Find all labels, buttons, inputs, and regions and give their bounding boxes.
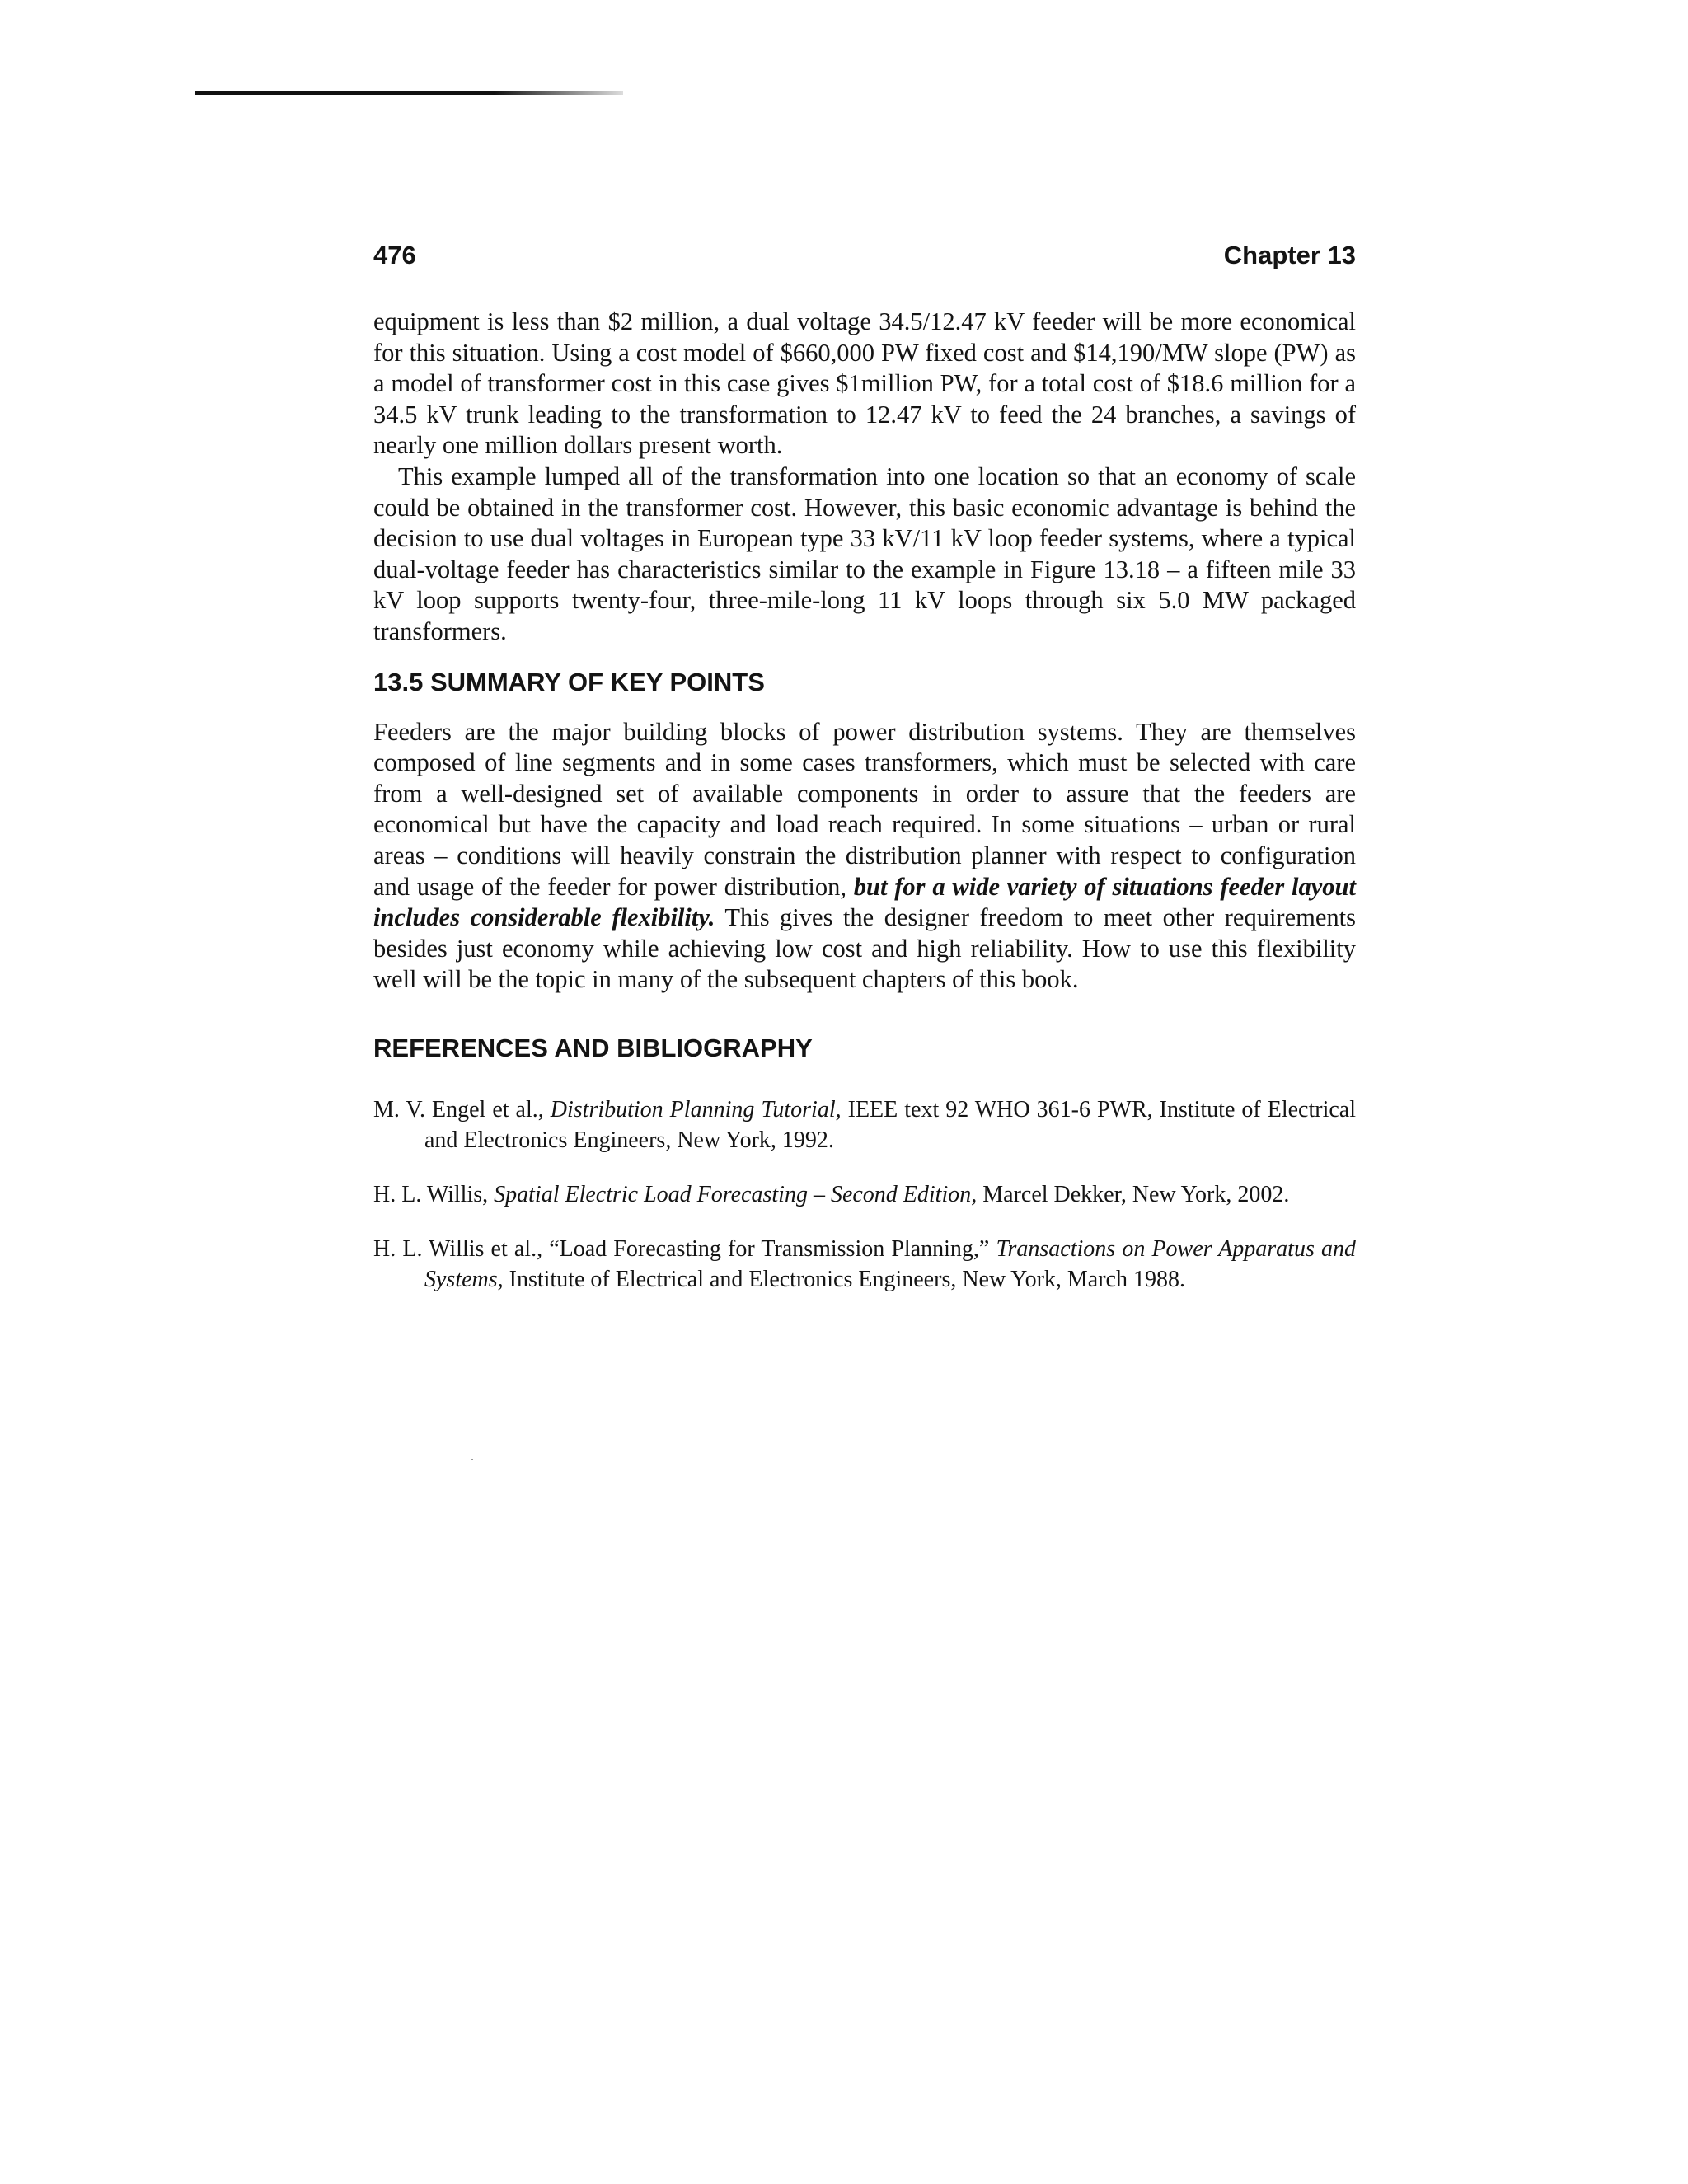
scan-speck — [471, 1459, 473, 1460]
body-text — [373, 307, 1356, 648]
paragraph: This example lumped all of the transformation into one location so that an economy of scale could be obtained in the transformer cost. However, this basic economic advantage is behind the decision to use dual voltages in European type 33 kV/11 kV loop feeder systems, where a typical dual-voltage feeder has characteristics similar to the example in Figure 13.18 – a fifteen mile 33 kV loop supports twenty-four, three-mile-long 11 kV loops through six 5.0 MW packaged transformers. — [373, 462, 1356, 645]
running-head — [373, 239, 1356, 272]
reference-details: Institute of Electrical and Electronics Engineers, New York, March 1988. — [503, 1266, 1185, 1292]
page-number: 476 — [373, 241, 416, 269]
reference-details: IEEE text 92 WHO 361-6 PWR, Institute of Electrical and Electronics Engineers, New York, 1992. — [424, 1096, 1356, 1153]
reference-authors: M. V. Engel et al., — [373, 1096, 551, 1122]
summary-text-start: Feeders are the major building blocks of power distribution systems. They are themselves composed of line segments and in some cases transformers, which must be selected with care from a well-designed set of available components in order to assure that the feeders are economical but have the capacity and load reach required. In some situations – urban or rural areas – conditions will heavily constrain the distribution planner with respect to configuration and usage of the feeder for power distribution, — [373, 717, 1356, 901]
section-heading-references: REFERENCES AND BIBLIOGRAPHY — [373, 1033, 813, 1062]
summary-text-end: This gives the designer freedom to meet other requirements besides just economy while achieving low cost and high reliability. How to use this flexibility well will be the topic in many of the subsequent chapters of this book. — [373, 903, 1356, 994]
summary-paragraph — [373, 717, 1356, 996]
reference-item — [373, 1094, 1356, 1155]
reference-details: Marcel Dekker, New York, 2002. — [977, 1181, 1290, 1207]
reference-title: Transactions on Power Apparatus and Systems, — [424, 1235, 1356, 1292]
reference-authors: H. L. Willis, — [373, 1181, 495, 1207]
reference-title: Distribution Planning Tutorial, — [550, 1096, 842, 1122]
paragraph: equipment is less than $2 million, a dual voltage 34.5/12.47 kV feeder will be more economical for this situation. Using a cost model of $660,000 PW fixed cost and $14,190/MW slope (PW) as a model of transformer cost in this case gives $1million PW, for a total cost of $18.6 million for a 34.5 kV trunk leading to the transformation to 12.47 kV to feed the 24 branches, a savings of nearly one million dollars present worth. — [373, 307, 1356, 460]
reference-item — [373, 1179, 1356, 1210]
top-rule — [195, 91, 623, 95]
book-page — [373, 239, 1356, 1319]
summary-section — [373, 717, 1356, 996]
summary-emphasis: but for a wide variety of situations feeder layout includes considerable flexibility. — [373, 872, 1356, 932]
chapter-title: Chapter 13 — [1223, 241, 1356, 269]
section-heading-summary: 13.5 SUMMARY OF KEY POINTS — [373, 667, 765, 696]
reference-list — [373, 1094, 1356, 1295]
reference-authors: H. L. Willis et al., “Load Forecasting for Transmission Planning,” — [373, 1235, 996, 1262]
reference-title: Spatial Electric Load Forecasting – Second Edition, — [494, 1181, 978, 1207]
reference-item — [373, 1234, 1356, 1295]
